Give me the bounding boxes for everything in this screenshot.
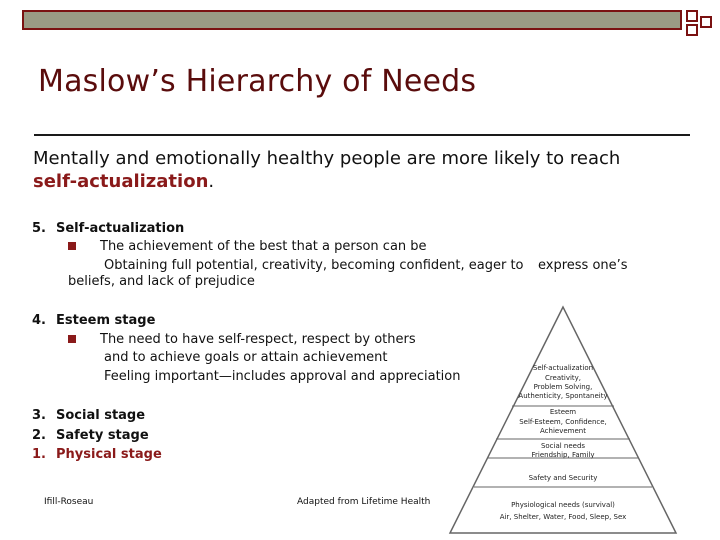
bullet-text: The achievement of the best that a person can be bbox=[100, 239, 427, 254]
intro-sentence: Mentally and emotionally healthy people are more likely to reach bbox=[33, 148, 621, 169]
pyramid-label: Physiological needs (survival) bbox=[511, 501, 615, 509]
pyramid-label: Authenticity, Spontaneity bbox=[518, 392, 608, 400]
pyramid-label: Friendship, Family bbox=[531, 451, 595, 459]
stage-name: Physical stage bbox=[56, 447, 162, 462]
stage-name: Self-actualization bbox=[56, 221, 185, 236]
header-band bbox=[22, 10, 682, 30]
pyramid-label: Air, Shelter, Water, Food, Sleep, Sex bbox=[499, 513, 627, 521]
stage-number: 1. bbox=[32, 447, 46, 462]
stage-number: 4. bbox=[32, 313, 46, 328]
slide-title: Maslow’s Hierarchy of Needs bbox=[38, 64, 477, 99]
stage-name: Esteem stage bbox=[56, 313, 156, 328]
maslow-pyramid bbox=[448, 305, 678, 535]
pyramid-label: Achievement bbox=[540, 427, 586, 435]
bullet-item bbox=[68, 331, 416, 349]
intro-end: . bbox=[208, 171, 215, 192]
bullet-continuation: and to achieve goals or attain achievement bbox=[104, 350, 388, 365]
header-decoration bbox=[22, 6, 706, 36]
pyramid-label: Creativity, bbox=[544, 374, 582, 382]
intro-text bbox=[33, 147, 693, 193]
header-square bbox=[686, 10, 698, 22]
pyramid-label: Problem Solving, bbox=[533, 383, 593, 391]
bullet-icon bbox=[68, 242, 76, 250]
bullet-continuation: Feeling important—includes approval and appreciation bbox=[104, 369, 461, 384]
stage-number: 5. bbox=[32, 221, 46, 236]
stage-1 bbox=[32, 447, 162, 462]
pyramid-label: Self-Esteem, Confidence, bbox=[519, 418, 607, 426]
stage-2 bbox=[32, 428, 149, 443]
pyramid-label: Safety and Security bbox=[528, 474, 598, 482]
pyramid-label: Esteem bbox=[549, 408, 577, 416]
footer-author: Ifill-Roseau bbox=[44, 497, 94, 507]
intro-highlight: self-actualization bbox=[33, 171, 209, 192]
stage-name: Safety stage bbox=[56, 428, 149, 443]
pyramid-label: Self-actualization bbox=[532, 364, 594, 372]
bullet-continuation: Obtaining full potential, creativity, becoming confident, eager to bbox=[104, 258, 524, 273]
stage-number: 2. bbox=[32, 428, 46, 443]
bullet-continuation: beliefs, and lack of prejudice bbox=[68, 274, 255, 289]
pyramid-label: Social needs bbox=[540, 442, 586, 450]
bullet-continuation: express one’s bbox=[538, 258, 628, 273]
stage-number: 3. bbox=[32, 408, 46, 423]
title-divider bbox=[34, 134, 690, 136]
bullet-item bbox=[68, 238, 427, 256]
bullet-text: The need to have self-respect, respect by others bbox=[100, 332, 416, 347]
stage-4 bbox=[32, 313, 155, 328]
bullet-icon bbox=[68, 335, 76, 343]
header-square bbox=[686, 24, 698, 36]
stage-3 bbox=[32, 408, 145, 423]
stage-5 bbox=[32, 221, 184, 236]
stage-name: Social stage bbox=[56, 408, 146, 423]
footer-source: Adapted from Lifetime Health bbox=[297, 497, 431, 507]
header-square bbox=[700, 16, 712, 28]
